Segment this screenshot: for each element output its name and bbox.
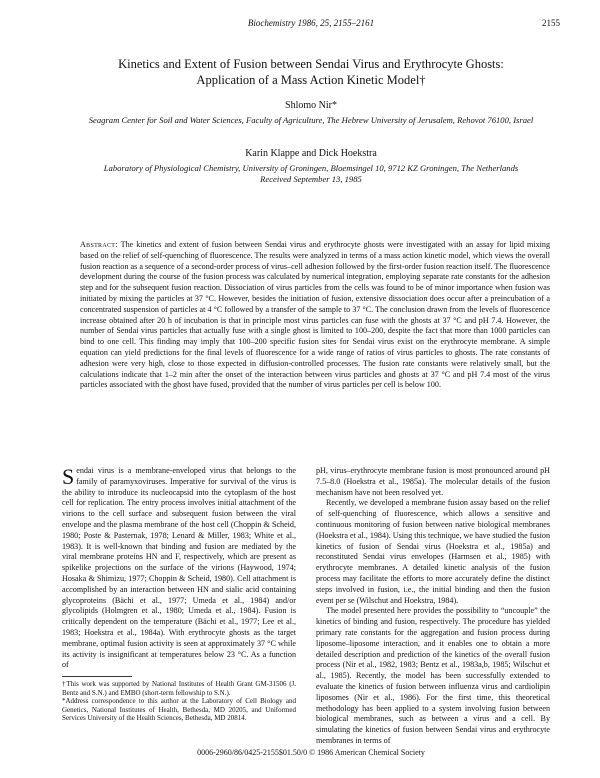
body-paragraph: The model presented here provides the possibility to “uncouple” the kinetics of binding and fusion, respectively. The procedure has yielded primary rate constants for the aggregation and fusion process during liposome–liposome interaction, and it enables one to obtain a more detailed description and prediction of the kinetics of the overall fusion process (Nir et al., 1982, 1983; Bentz et al., 1983a,b, 1985; Wilschut et al., 1985). Recently, the model has been successfully extended to evaluate the kinetics of fusion between influenza virus and cardiolipin liposomes (Nir et al., 1986). For the first time, this theoretical methodology has been applied to a system involving fusion between biological membranes, such as between a virus and a cell. By simulating the kinetics of fusion between Sendai virus and erythrocyte membranes in terms of — [316, 606, 550, 745]
body-paragraph-text: endai virus is a membrane-enveloped virus that belongs to the family of paramyxoviruses. Imperative for survival of the virus is the ability to introduce its nucleocapsid into the cytoplasm of the host cell for replication. The entry process involves initial attachment of the virions to the cell surface and subsequent fusion between the viral envelope and the plasma membrane of the host cell (Choppin & Scheid, 1980; Poste & Pasternak, 1978; Lenard & Miller, 1983; White et al., 1983). It is well-known that binding and fusion are mediated by the viral membrane proteins HN and F, respectively, which are present as spikelike projections on the surface of the virions (Haywood, 1974; Hosaka & Shimizu, 1977; Choppin & Scheid, 1980). Cell attachment is accomplished by an interaction between HN and sialic acid containing glycoproteins (Bächi et al., 1977; Umeda et al., 1984) and/or glycolipids (Holmgren et al., 1980; Umeda et al., 1984). Fusion is critically dependent on the temperature (Bächi et al., 1977; Lee et al., 1983; Hoekstra et al., 1984a). With erythrocyte ghosts as the target membrane, optimal fusion activity is seen at approximately 37 °C while its activity is insignificant at temperatures below 23 °C. As a function of — [62, 466, 296, 670]
author-block-2 — [62, 148, 560, 185]
author-affiliation-1: Seagram Center for Soil and Water Sciences, Faculty of Agriculture, The Hebrew University of Jerusalem, Rehovot 76100, Israel — [88, 115, 534, 125]
footnotes — [62, 680, 296, 723]
abstract-label: Abstract: — [80, 240, 118, 249]
title-line-2: Application of a Mass Action Kinetic Model† — [196, 73, 426, 87]
abstract-text: The kinetics and extent of fusion between Sendai virus and erythrocyte ghosts were investigated with an assay for lipid mixing based on the relief of self-quenching of fluorescence. The results were analyzed in terms of a mass action kinetic model, which views the overall fusion reaction as a sequence of a second-order process of virus–cell adhesion followed by the first-order fusion reaction itself. The fluorescence development during the course of the fusion process was calculated by numerical integration, employing separate rate constants for the adhesion step and for the subsequent fusion reaction. Dissociation of virus particles from the cells was found to be of minor importance when fusion was initiated by mixing the particles at 37 °C. However, besides the initiation of fusion, extensive dissociation does occur after a preincubation of a concentrated suspension of particles at 4 °C followed by a transfer of the sample to 37 °C. The conclusion drawn from the levels of fluorescence increase obtained after 20 h of incubation is that in principle most virus particles can fuse with the ghosts at 37 °C and pH 7.4. However, the number of Sendai virus particles that actually fuse with a single ghost is limited to 100–200, despite the fact that more than 1000 particles can bind to one cell. This finding may imply that 100–200 specific fusion sites for Sendai virus exist on the erythrocyte membrane. A simple equation can yield predictions for the final levels of fluorescence for a wide range of ratios of virus particles to ghosts. The rate constants of adhesion were very high, close to those expected in diffusion-controlled processes. The fusion rate constants were relatively small, but the calculations indicate that 1–2 min after the onset of the interaction between virus particles and ghosts at 37 °C and pH 7.4 most of the virus particles associated with the ghost have fused, provided that the number of virus particles per cell is below 100. — [80, 240, 550, 390]
abstract — [80, 240, 550, 391]
running-header — [62, 18, 560, 32]
author-block-1 — [62, 100, 560, 126]
author-names-2: Karin Klappe and Dick Hoekstra — [245, 148, 377, 159]
body-column-left — [62, 466, 296, 671]
footnote-divider — [62, 676, 132, 677]
journal-citation: Biochemistry 1986, 25, 2155–2161 — [247, 18, 375, 28]
footnote-address: *Address correspondence to this author at the Laboratory of Cell Biology and Genetics, National Institutes of Health, Bethesda, MD 20205, and Uniformed Services University of the Health Sciences, Bethesda, MD 20814. — [62, 697, 296, 723]
body-paragraph: pH, virus–erythrocyte membrane fusion is most pronounced around pH 7.5–8.0 (Hoekstra et al., 1985a). The molecular details of the fusion mechanism have not been resolved yet. — [316, 466, 550, 497]
article-title — [62, 56, 560, 88]
footnote-funding: †This work was supported by National Institutes of Health Grant GM-31506 (J. Bentz and S.N.) and EMBO (short-term fellowship to S.N.). — [62, 680, 296, 697]
drop-cap: S — [62, 464, 75, 489]
author-affiliation-2: Laboratory of Physiological Chemistry, University of Groningen, Bloemsingel 10, 9712 KZ Groningen, The Netherlands — [103, 163, 519, 173]
title-line-1: Kinetics and Extent of Fusion between Sendai Virus and Erythrocyte Ghosts: — [118, 57, 504, 71]
body-column-right — [316, 466, 550, 747]
author-name-1: Shlomo Nir* — [285, 100, 337, 111]
page-number: 2155 — [542, 18, 560, 28]
body-paragraph: Recently, we developed a membrane fusion assay based on the relief of self-quenching of fluorescence, which allows a sensitive and continuous monitoring of fusion between native biological membranes (Hoekstra et al., 1984). Using this technique, we have studied the fusion kinetics of fusion of Sendai virus (Hoekstra et al., 1985a) and reconstituted Sendai virus envelopes (Harmsen et al., 1985) with erythrocyte membranes. A detailed kinetic analysis of the fusion process may facilitate the efforts to more accurately define the distinct steps involved in fusion, i.e., the initial binding and then the fusion event per se (Wilschut and Hoekstra, 1984). — [316, 498, 550, 605]
page-footer: 0006-2960/86/0425-2155$01.50/0 © 1986 American Chemical Society — [197, 748, 425, 757]
received-date: Received September 13, 1985 — [260, 174, 362, 184]
body-paragraph — [62, 466, 296, 671]
